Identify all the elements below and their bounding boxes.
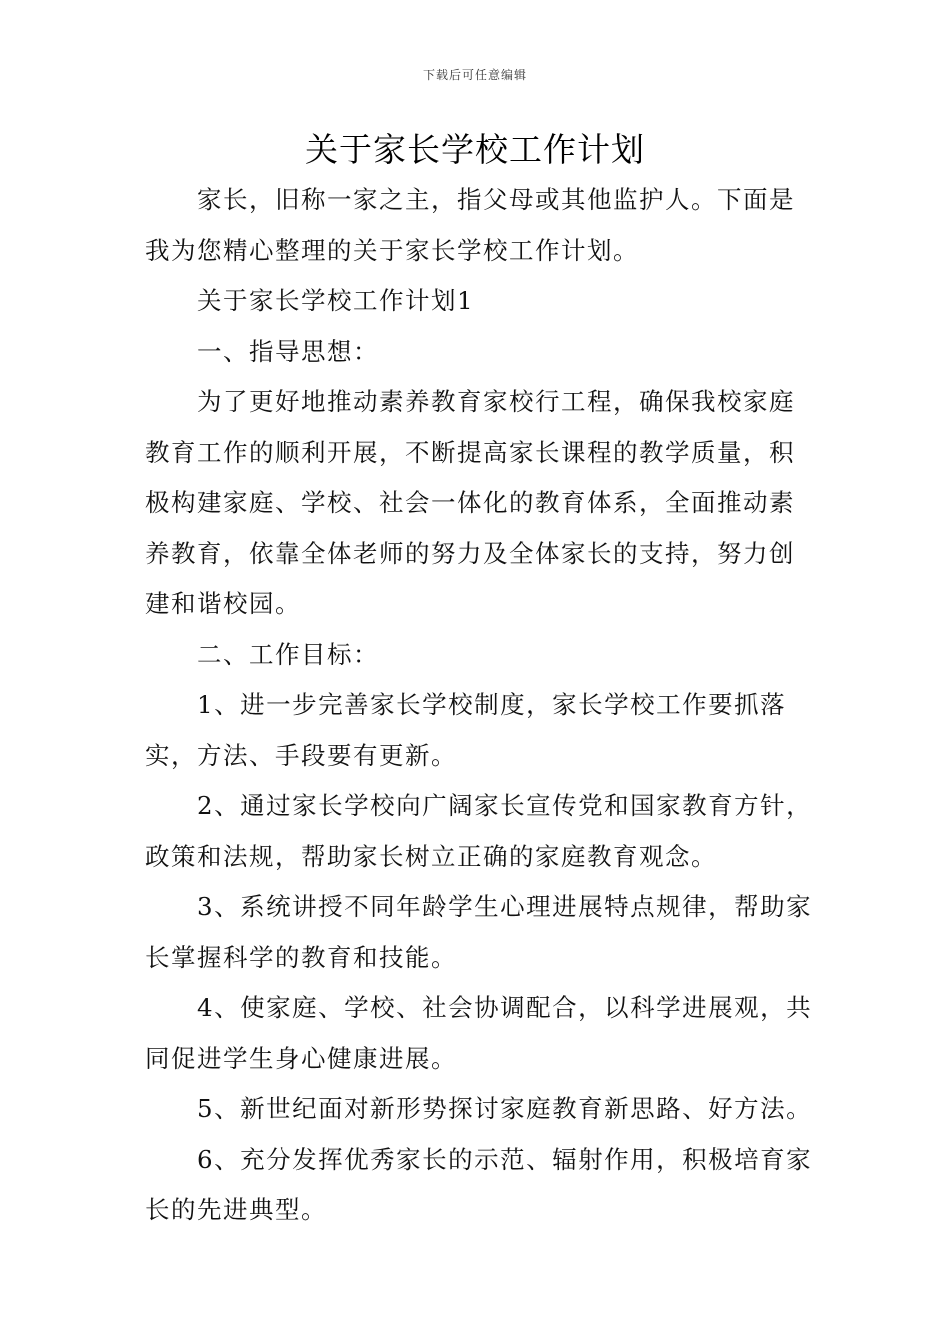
goal-item-3: 3、系统讲授不同年龄学生心理进展特点规律，帮助家长掌握科学的教育和技能。 bbox=[145, 892, 813, 972]
goal-item-2: 2、通过家长学校向广阔家长宣传党和国家教育方针，政策和法规，帮助家长树立正确的家庭教育观念。 bbox=[145, 791, 813, 871]
goal-item-1: 1、进一步完善家长学校制度，家长学校工作要抓落实，方法、手段要有更新。 bbox=[145, 690, 787, 770]
section-heading-work-goals: 二、工作目标： bbox=[197, 639, 379, 669]
goal-item-5: 5、新世纪面对新形势探讨家庭教育新思路、好方法。 bbox=[197, 1094, 813, 1123]
goal-item-4: 4、使家庭、学校、社会协调配合，以科学进展观，共同促进学生身心健康进展。 bbox=[145, 993, 813, 1073]
section-heading-guiding-ideology: 一、指导思想： bbox=[197, 336, 379, 366]
plan-subtitle: 关于家长学校工作计划1 bbox=[197, 286, 475, 315]
document-title: 关于家长学校工作计划 bbox=[305, 130, 645, 169]
goal-item-6: 6、充分发挥优秀家长的示范、辐射作用，积极培育家长的先进典型。 bbox=[145, 1144, 813, 1224]
guiding-ideology-paragraph: 为了更好地推动素养教育家校行工程，确保我校家庭教育工作的顺利开展，不断提高家长课程的教学质量，积极构建家庭、学校、社会一体化的教育体系，全面推动素养教育，依靠全体老师的努力及全体家长的支持，努力创建和谐校园。 bbox=[145, 387, 795, 618]
document-body bbox=[145, 175, 815, 1236]
page-header: 下载后可任意编辑 bbox=[422, 68, 527, 82]
intro-paragraph: 家长，旧称一家之主，指父母或其他监护人。下面是我为您精心整理的关于家长学校工作计划。 bbox=[145, 185, 795, 265]
